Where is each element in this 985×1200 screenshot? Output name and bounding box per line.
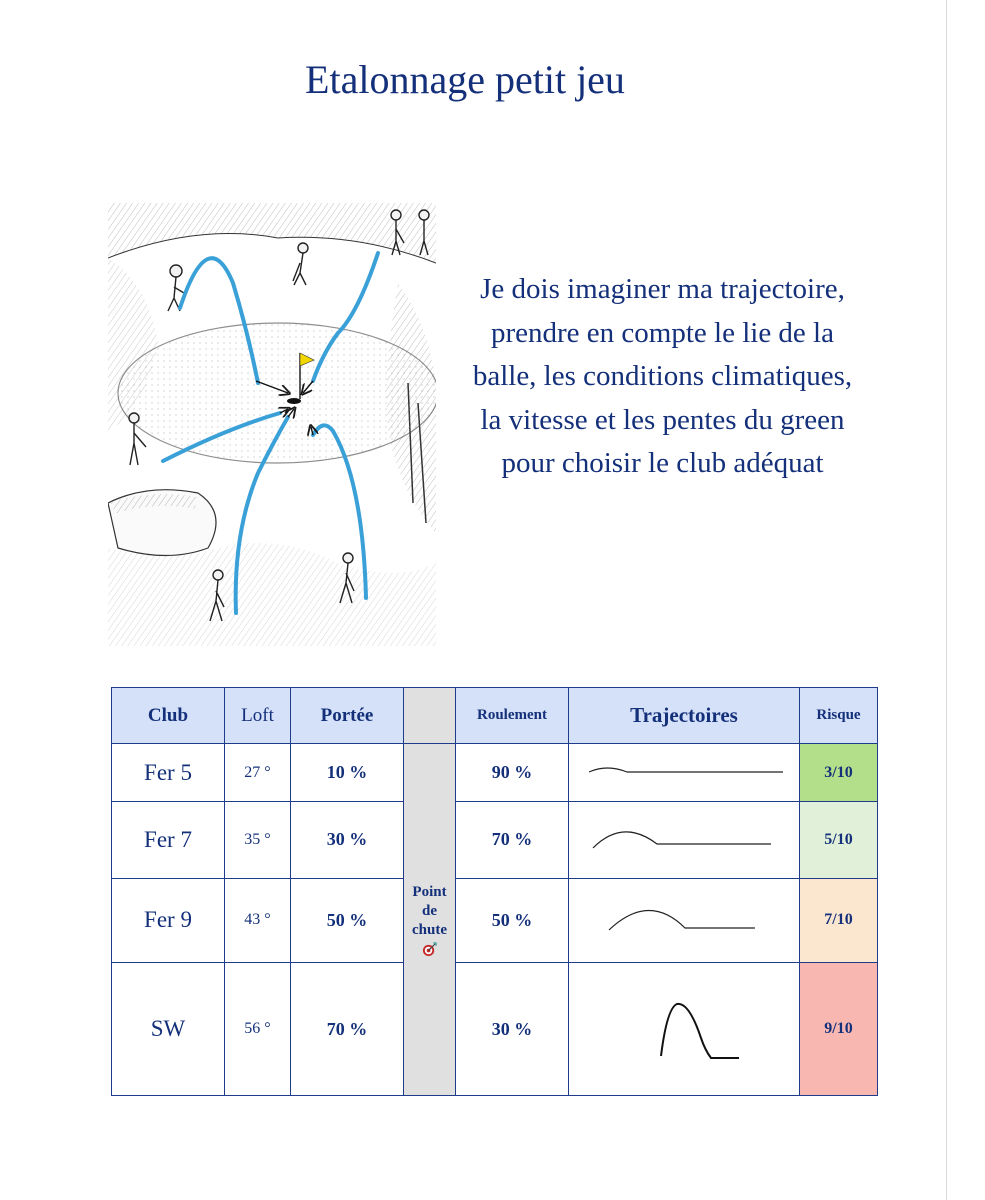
- cell-roulement: 50 %: [456, 878, 569, 962]
- intro-paragraph: Je dois imaginer ma trajectoire, prendre en compte le lie de la balle, les conditions climatiques, la vitesse et les pentes du green pour choisir le club adéquat: [472, 273, 853, 480]
- cell-club: SW: [112, 963, 225, 1096]
- header-risque: Risque: [800, 688, 878, 744]
- trajectory-sw-icon: [579, 994, 789, 1064]
- cell-loft: 27 °: [225, 744, 291, 802]
- cell-trajectoire: [569, 802, 800, 879]
- cell-club: Fer 7: [112, 802, 225, 879]
- cell-club: Fer 9: [112, 878, 225, 962]
- header-club: Club: [112, 688, 225, 744]
- point-de-chute-cell: [404, 744, 456, 1096]
- header-loft: Loft: [225, 688, 291, 744]
- trajectory-fer5-icon: [579, 758, 789, 788]
- page-title: Etalonnage petit jeu: [305, 57, 625, 102]
- cell-risque: 9/10: [800, 963, 878, 1096]
- cell-club: Fer 5: [112, 744, 225, 802]
- table-row: [112, 744, 878, 802]
- table-row: [112, 963, 878, 1096]
- header-point-de-chute-spacer: [404, 688, 456, 744]
- cell-trajectoire: [569, 744, 800, 802]
- cell-trajectoire: [569, 878, 800, 962]
- cell-portee: 10 %: [291, 744, 404, 802]
- cell-loft: 56 °: [225, 963, 291, 1096]
- trajectory-fer7-icon: [579, 820, 789, 860]
- cell-trajectoire: [569, 963, 800, 1096]
- table-header-row: [112, 688, 878, 744]
- table-row: [112, 802, 878, 879]
- cell-loft: 35 °: [225, 802, 291, 879]
- header-portee: Portée: [291, 688, 404, 744]
- cell-portee: 70 %: [291, 963, 404, 1096]
- target-icon: [422, 942, 437, 957]
- cell-loft: 43 °: [225, 878, 291, 962]
- cell-risque: 7/10: [800, 878, 878, 962]
- cell-roulement: 90 %: [456, 744, 569, 802]
- golf-course-illustration: [108, 203, 436, 646]
- cell-roulement: 30 %: [456, 963, 569, 1096]
- header-roulement: Roulement: [456, 688, 569, 744]
- point-de-chute-label: Point de chute: [412, 883, 447, 938]
- table-row: [112, 878, 878, 962]
- cell-portee: 30 %: [291, 802, 404, 879]
- calibration-table: [111, 687, 878, 1096]
- cell-risque: 5/10: [800, 802, 878, 879]
- header-trajectoires: Trajectoires: [569, 688, 800, 744]
- trajectory-fer9-icon: [579, 898, 789, 942]
- cell-portee: 50 %: [291, 878, 404, 962]
- page-edge-divider: [946, 0, 947, 1200]
- cell-risque: 3/10: [800, 744, 878, 802]
- cell-roulement: 70 %: [456, 802, 569, 879]
